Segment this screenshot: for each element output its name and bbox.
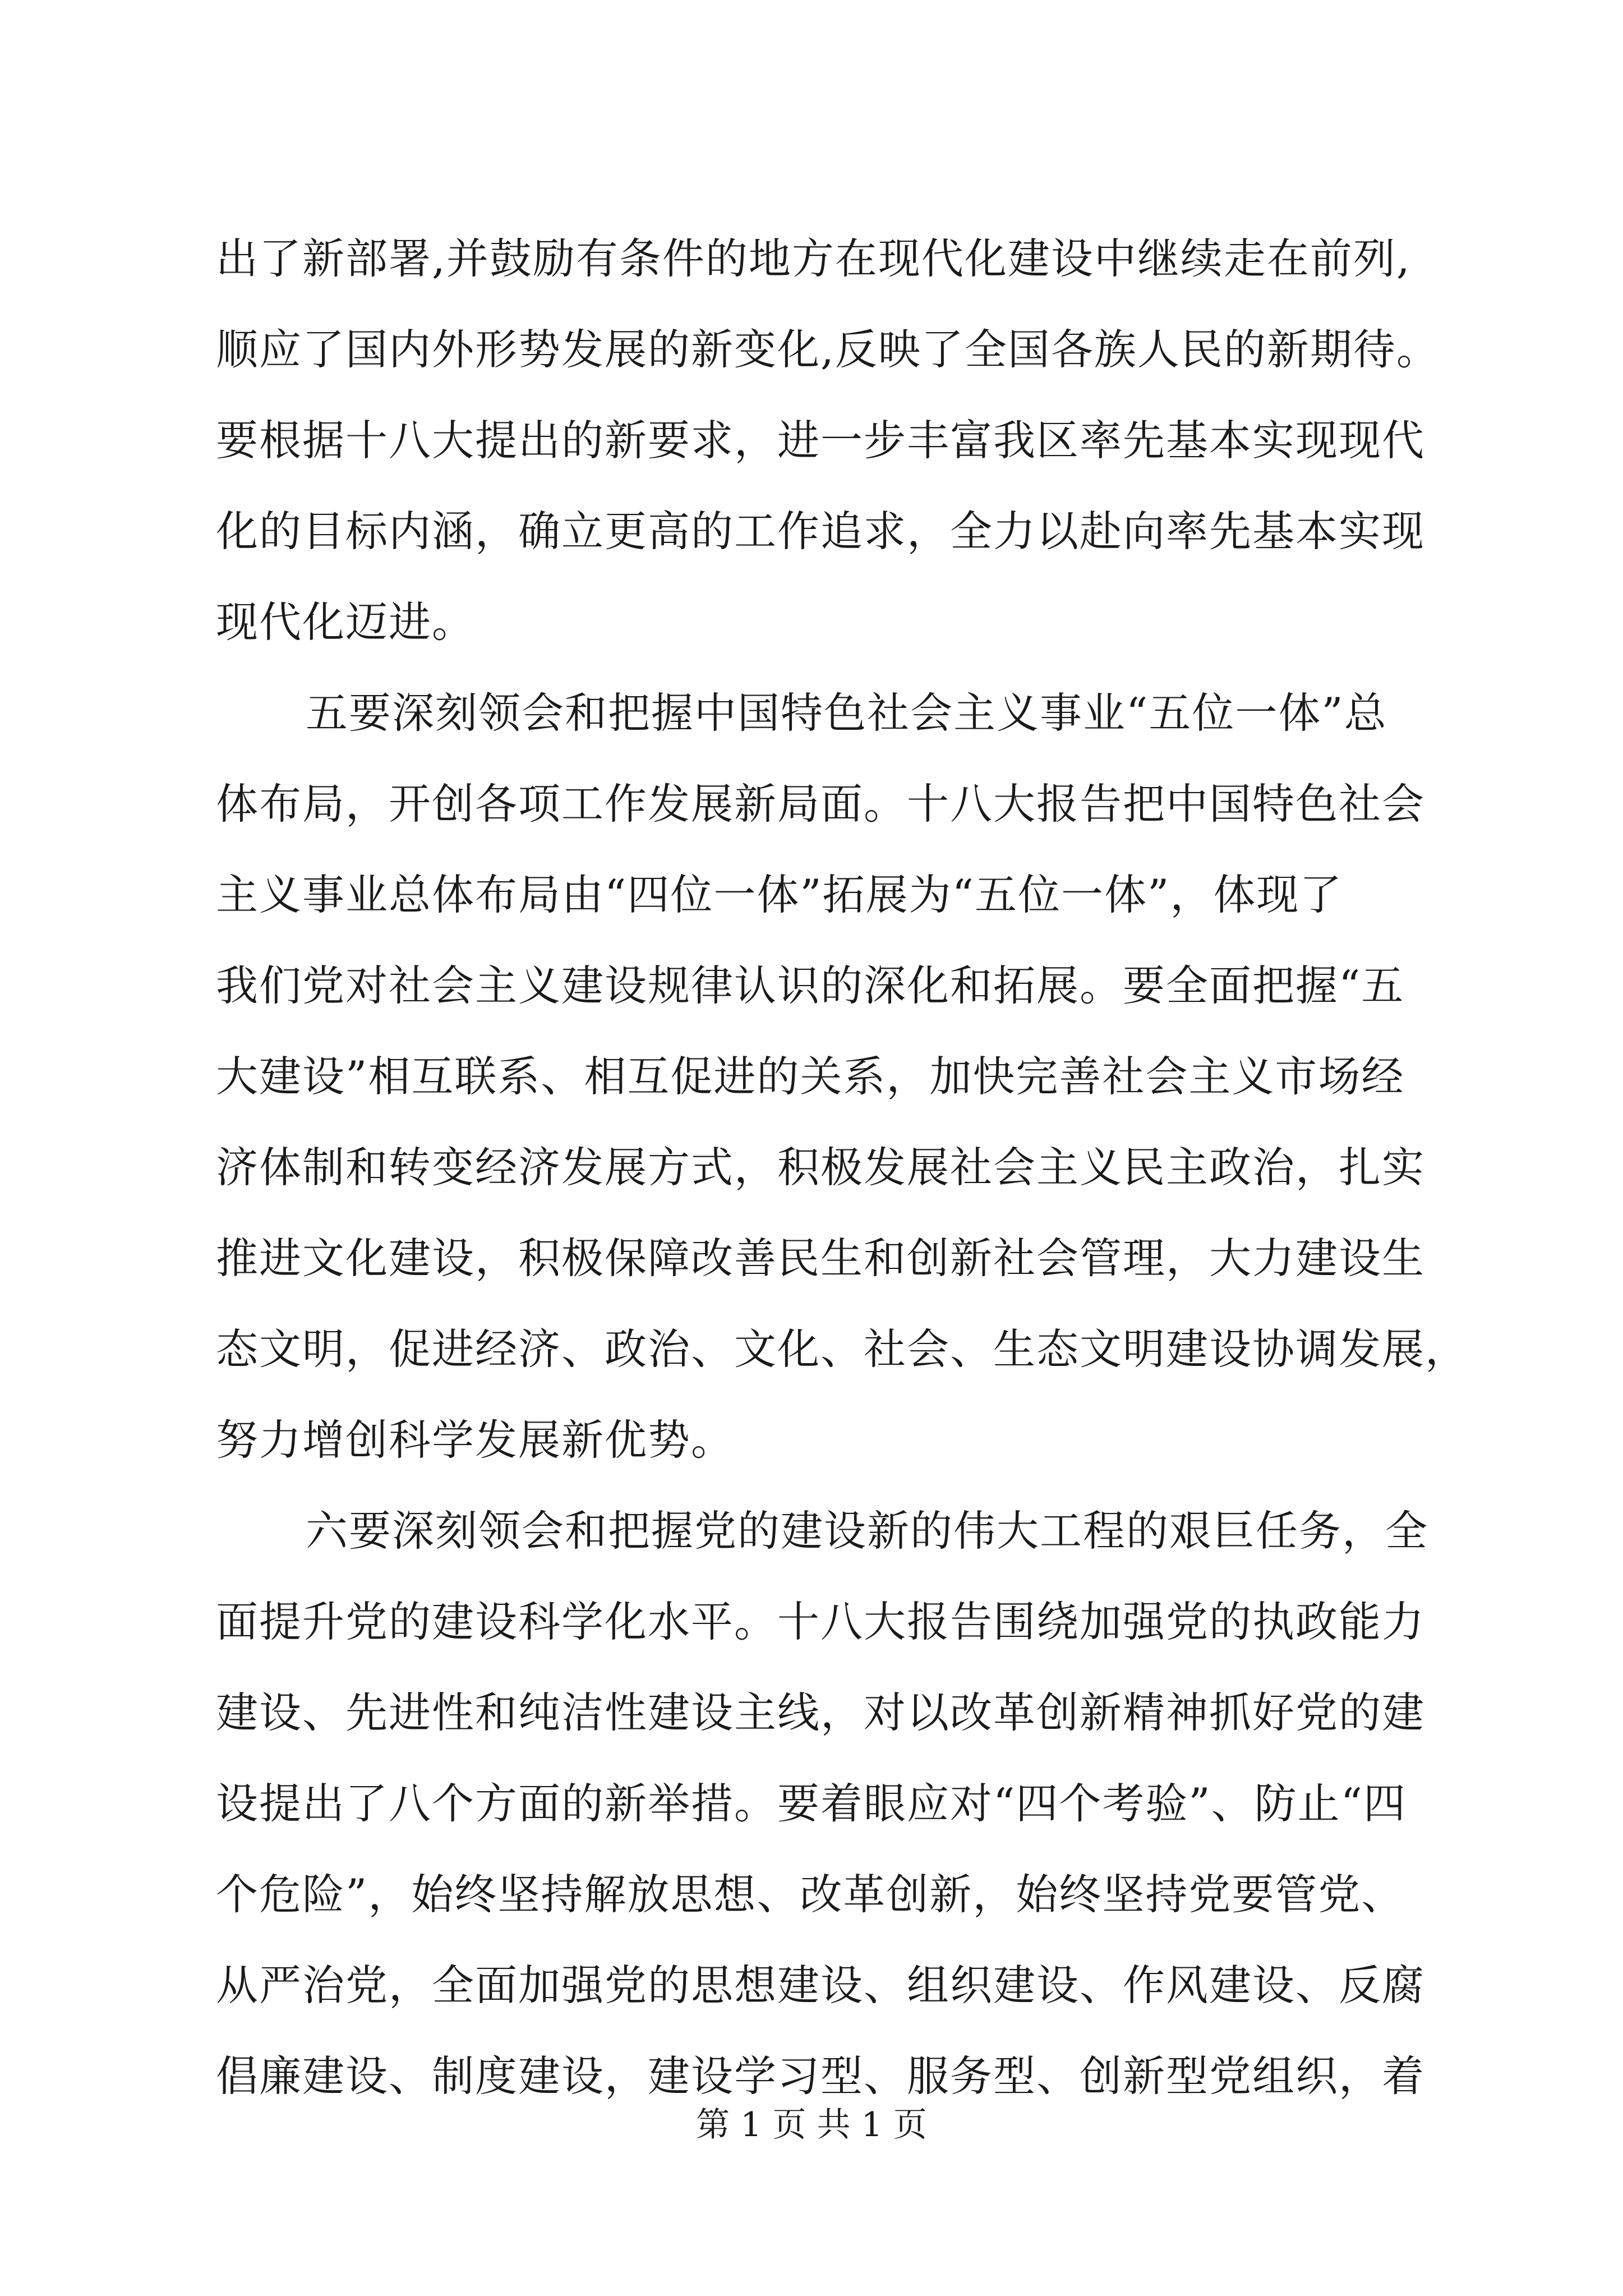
text-line: 出了新部署,并鼓励有条件的地方在现代化建设中继续走在前列,	[216, 234, 1411, 283]
text-line: 五要深刻领会和把握中国特色社会主义事业“五位一体”总	[306, 688, 1387, 738]
text-line: 体布局，开创各项工作发展新局面。十八大报告把中国特色社会	[216, 779, 1426, 829]
text-line: 现代化迈进。	[216, 597, 476, 647]
text-line: 推进文化建设，积极保障改善民生和创新社会管理，大力建设生	[216, 1234, 1426, 1283]
page-number-label: 第 1 页 共 1 页	[696, 2105, 927, 2145]
document-body	[216, 213, 1483, 2122]
page-footer	[0, 2098, 1623, 2146]
text-line: 建设、先进性和纯洁性建设主线，对以改革创新精神抓好党的建	[216, 1688, 1426, 1737]
text-line: 顺应了国内外形势发展的新变化,反映了全国各族人民的新期待。	[216, 325, 1440, 374]
paragraph-3	[216, 1485, 1483, 2122]
text-line: 我们党对社会主义建设规律认识的深化和拓展。要全面把握“五	[216, 961, 1405, 1010]
text-line: 大建设”相互联系、相互促进的关系，加快完善社会主义市场经	[216, 1052, 1405, 1101]
text-line: 面提升党的建设科学化水平。十八大报告围绕加强党的执政能力	[216, 1597, 1426, 1646]
paragraph-1	[216, 213, 1483, 668]
text-line: 化的目标内涵，确立更高的工作追求，全力以赴向率先基本实现	[216, 507, 1426, 556]
text-line: 倡廉建设、制度建设，建设学习型、服务型、创新型党组织，着	[216, 2051, 1426, 2101]
text-line: 要根据十八大提出的新要求，进一步丰富我区率先基本实现现代	[216, 416, 1426, 465]
text-line: 设提出了八个方面的新举措。要着眼应对“四个考验”、防止“四	[216, 1779, 1407, 1828]
text-line: 主义事业总体布局由“四位一体”拓展为“五位一体”，体现了	[216, 870, 1343, 919]
text-line: 努力增创科学发展新优势。	[216, 1415, 735, 1465]
paragraph-2	[216, 668, 1483, 1485]
text-line: 六要深刻领会和把握党的建设新的伟大工程的艰巨任务，全	[306, 1506, 1429, 1556]
text-line: 个危险”，始终坚持解放思想、改革创新，始终坚持党要管党、	[216, 1870, 1405, 1919]
text-line: 态文明，促进经济、政治、文化、社会、生态文明建设协调发展，	[216, 1324, 1469, 1374]
text-line: 从严治党，全面加强党的思想建设、组织建设、作风建设、反腐	[216, 1961, 1426, 2010]
text-line: 济体制和转变经济发展方式，积极发展社会主义民主政治，扎实	[216, 1143, 1426, 1192]
